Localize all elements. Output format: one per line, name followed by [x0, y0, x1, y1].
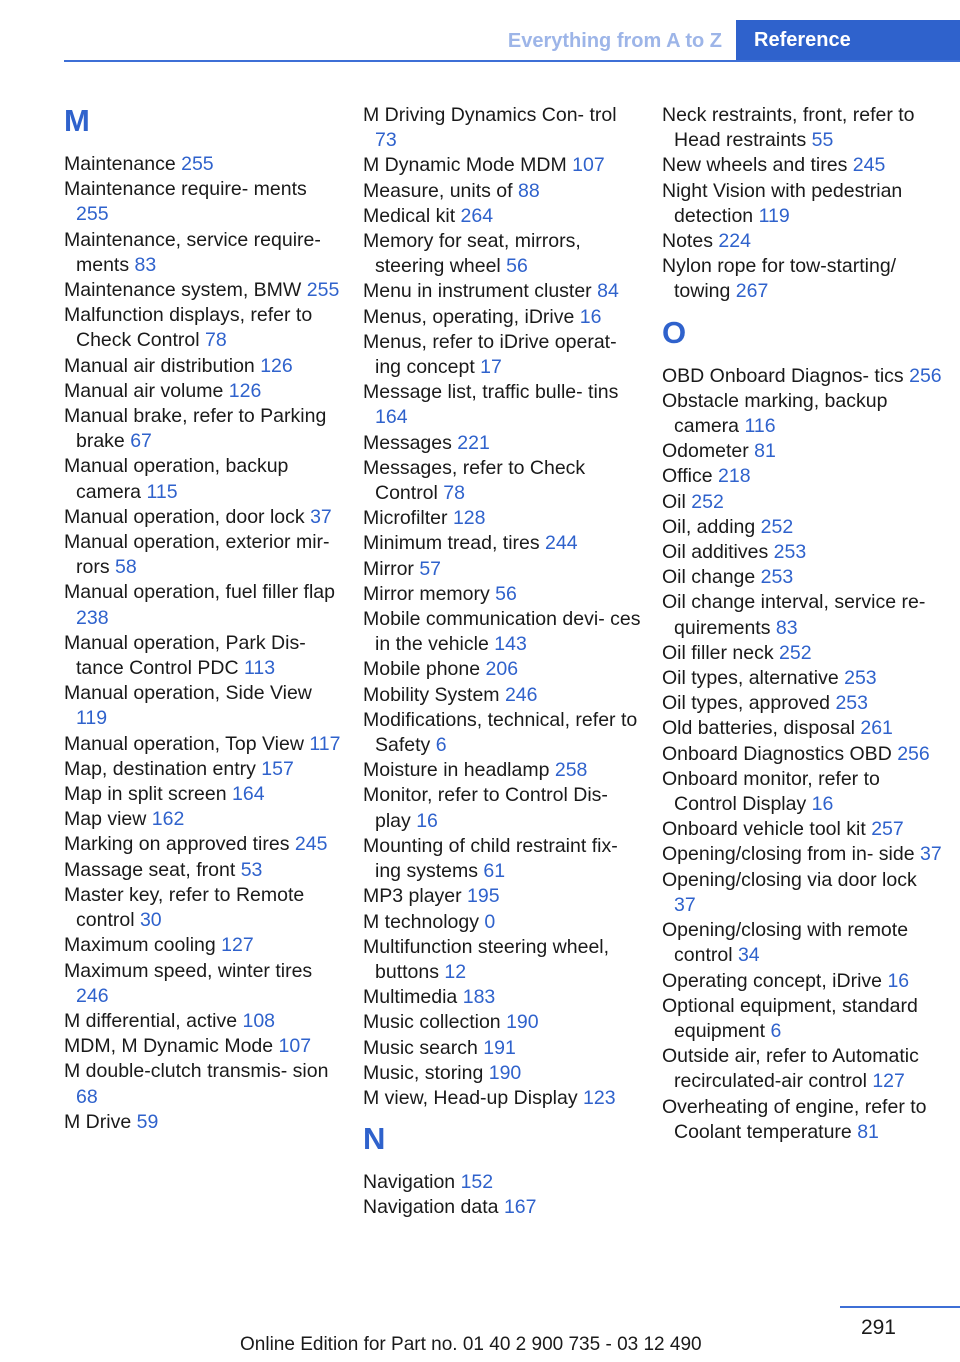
index-page-link[interactable]: 59 [136, 1110, 159, 1133]
index-page-link[interactable]: 162 [151, 808, 185, 831]
index-page-link[interactable]: 264 [460, 204, 494, 227]
index-entry-term: Master key, refer to Remote control [64, 883, 305, 932]
index-page-link[interactable]: 16 [416, 809, 438, 832]
index-entry-term: Measure, units of [363, 179, 513, 202]
index-entry [363, 582, 643, 607]
index-page-link[interactable]: 128 [452, 507, 486, 530]
index-entry-term: Messages, refer to Check Control [363, 456, 586, 505]
index-page-link[interactable]: 16 [887, 969, 910, 992]
index-entry-term: M Drive [64, 1110, 132, 1133]
index-entry-term: M view, Head-up Display [363, 1086, 578, 1109]
header-divider [64, 60, 960, 62]
index-entry-term: Neck restraints, front, refer to Head restraints [662, 104, 915, 152]
index-page-link[interactable]: 127 [872, 1070, 905, 1093]
index-entry [64, 933, 344, 958]
index-entry [662, 767, 942, 817]
index-entry [662, 515, 942, 540]
index-page-link[interactable]: 61 [483, 860, 506, 883]
index-entry-term: Menus, refer to iDrive operat‐ ing concept [363, 330, 617, 379]
index-page-link[interactable]: 191 [483, 1036, 516, 1059]
index-page-link[interactable]: 34 [737, 944, 760, 967]
index-entry-term: Menus, operating, iDrive [363, 305, 575, 328]
index-page-link[interactable]: 81 [754, 440, 776, 463]
index-entry [662, 229, 942, 254]
index-entry [363, 179, 643, 204]
index-entry [64, 1034, 344, 1059]
edition-note: Online Edition for Part no. 01 40 2 900 735 - 03 12 490 [240, 1334, 702, 1355]
index-entry-term: Menu in instrument cluster [363, 280, 592, 303]
index-entry-term: Maintenance, service require‐ ments [64, 228, 321, 276]
index-page-link[interactable]: 246 [504, 683, 538, 706]
index-entry-term: Opening/closing via door lock [662, 868, 917, 891]
index-page-link[interactable]: 78 [204, 329, 227, 352]
index-entry-term: Navigation [363, 1171, 456, 1194]
index-page-link[interactable]: 55 [811, 129, 834, 152]
index-page-link[interactable]: 58 [115, 556, 137, 579]
index-entry-term: Malfunction displays, refer to Check Control [64, 304, 313, 352]
index-entry [662, 641, 942, 666]
index-page-link[interactable]: 53 [240, 858, 263, 881]
index-page-link[interactable]: 6 [435, 734, 447, 757]
index-page-link[interactable]: 83 [775, 616, 798, 639]
index-page-link[interactable]: 183 [462, 986, 496, 1009]
index-entry-term: Optional equipment, standard equipment [662, 994, 918, 1042]
index-entry [363, 531, 643, 556]
index-entry [64, 757, 344, 782]
index-entry-term: New wheels and tires [662, 154, 848, 177]
index-page-link[interactable]: 78 [443, 482, 465, 505]
index-entry-term: Manual air volume [64, 379, 224, 402]
index-entry-term: Mirror memory [363, 582, 490, 605]
index-entry-term: Nylon rope for tow-starting/ towing [662, 255, 897, 303]
index-page-link[interactable]: 113 [244, 657, 276, 680]
index-entry [64, 1110, 344, 1135]
index-entry-term: Modifications, technical, refer to Safety [363, 708, 638, 757]
index-page-link[interactable]: 107 [572, 154, 605, 177]
index-page-link[interactable]: 73 [375, 129, 397, 152]
index-entry [64, 228, 344, 278]
index-entry [662, 994, 942, 1044]
index-entry-term: Obstacle marking, backup camera [662, 389, 888, 438]
index-entry-term: Map, destination entry [64, 757, 256, 780]
index-entry [64, 354, 344, 379]
page-header [0, 0, 960, 62]
index-entry-term: Manual operation, Top View [64, 732, 304, 755]
index-entry-term: Maintenance require‐ ments [64, 178, 307, 201]
index-entry-term: Manual operation, Side View [64, 682, 312, 705]
index-entry [363, 103, 643, 153]
index-letter-heading: M [64, 103, 90, 138]
index-entry [662, 254, 942, 304]
index-entry-term: Onboard vehicle tool kit [662, 818, 866, 841]
index-entry-term: Manual operation, backup camera [64, 455, 289, 503]
index-page-link[interactable]: 152 [460, 1171, 494, 1194]
index-entry [64, 454, 344, 504]
index-entry [363, 708, 643, 758]
index-entry-term: Opening/closing with remote control [662, 919, 909, 967]
index-entry [363, 657, 643, 682]
index-page-link[interactable]: 107 [278, 1035, 312, 1058]
index-entry [363, 884, 643, 909]
index-entry-term: OBD Onboard Diagnos‐ tics [662, 364, 904, 387]
index-entry-term: Manual operation, Park Dis‐ tance Control PDC [64, 631, 306, 680]
index-page-link[interactable]: 6 [770, 1019, 782, 1042]
index-entry [64, 177, 344, 227]
index-entry-term: Night Vision with pedestrian detection [662, 179, 903, 227]
page-number: 291 [860, 1316, 896, 1339]
index-entry [64, 883, 344, 933]
index-entry-term: Moisture in headlamp [363, 759, 550, 782]
index-entry-term: Maintenance system, BMW [64, 279, 302, 302]
index-entry-term: Manual air distribution [64, 354, 255, 377]
index-entry [662, 1095, 942, 1145]
index-page-link[interactable]: 256 [909, 364, 942, 387]
index-page-link[interactable]: 126 [228, 379, 262, 402]
index-entry [64, 807, 344, 832]
index-entry [64, 530, 344, 580]
index-entry-term: M double-clutch transmis‐ sion [64, 1060, 329, 1083]
index-entry [64, 580, 344, 630]
index-entry-term: Monitor, refer to Control Dis‐ play [363, 784, 608, 832]
index-entry [363, 279, 643, 304]
index-page-link[interactable]: 16 [811, 793, 834, 816]
index-page-link[interactable]: 252 [760, 515, 794, 538]
index-entry [64, 782, 344, 807]
index-entry-term: Oil change interval, service re‐ quirements [662, 591, 926, 639]
index-entry-term: Messages [363, 431, 452, 454]
index-entry-term: Oil, adding [662, 515, 756, 538]
index-entry-term: M Driving Dynamics Con‐ trol [363, 104, 617, 126]
index-page-link[interactable]: 81 [857, 1120, 879, 1143]
breadcrumb: Everything from A to Z [507, 30, 722, 52]
index-page-link[interactable]: 83 [134, 253, 157, 276]
index-entry-term: Marking on approved tires [64, 833, 290, 856]
index-page-link[interactable]: 256 [897, 742, 930, 765]
index-entry [363, 506, 643, 531]
index-entry [64, 858, 344, 883]
index-page-link[interactable]: 261 [860, 717, 893, 740]
index-entry [363, 1061, 643, 1086]
index-page-link[interactable]: 258 [554, 759, 588, 782]
index-entry [662, 439, 942, 464]
index-entry [662, 1044, 942, 1094]
index-page-link[interactable]: 190 [506, 1011, 539, 1034]
index-entry-term: Minimum tread, tires [363, 532, 540, 555]
index-entry-term: Music search [363, 1036, 478, 1059]
index-page-link[interactable]: 127 [221, 934, 254, 957]
index-entry [64, 379, 344, 404]
index-page-link[interactable]: 56 [506, 255, 528, 278]
index-entry [662, 742, 942, 767]
index-page-link[interactable]: 30 [139, 909, 162, 932]
index-entry [64, 681, 344, 731]
index-column-1 [64, 103, 344, 1135]
index-page-link[interactable]: 123 [583, 1086, 616, 1109]
index-entry [662, 590, 942, 640]
index-entry-term: Mirror [363, 557, 414, 580]
index-letter-heading: O [662, 314, 687, 350]
index-entry [662, 389, 942, 439]
index-entry [662, 540, 942, 565]
index-entry [662, 565, 942, 590]
index-page-link[interactable]: 255 [76, 203, 109, 226]
index-entry [662, 666, 942, 691]
index-entry [363, 607, 643, 657]
index-entry [363, 229, 643, 279]
index-page-link[interactable]: 67 [130, 430, 152, 453]
index-page-link[interactable]: 37 [310, 505, 332, 528]
index-entry [64, 832, 344, 857]
index-entry [64, 152, 344, 177]
index-page-link[interactable]: 37 [674, 893, 696, 916]
index-entry [363, 431, 643, 456]
index-entry [662, 153, 942, 178]
index-entry-term: M Dynamic Mode MDM [363, 154, 567, 177]
index-page-link[interactable]: 119 [76, 707, 108, 730]
footer-divider [840, 1306, 960, 1308]
index-entry-term: Multimedia [363, 986, 458, 1009]
index-entry [363, 1195, 643, 1220]
index-entry [363, 935, 643, 985]
index-entry [662, 103, 942, 153]
index-entry-term: Oil types, approved [662, 692, 831, 715]
index-page-link[interactable]: 16 [579, 305, 602, 328]
index-page-link[interactable]: 252 [691, 490, 724, 513]
index-entry [64, 959, 344, 1009]
index-entry-term: Manual brake, refer to Parking brake [64, 405, 327, 453]
index-entry-term: Music, storing [363, 1061, 484, 1084]
index-entry [363, 683, 643, 708]
index-entry-term: Oil filler neck [662, 641, 774, 664]
index-page-link[interactable]: 84 [597, 280, 619, 303]
index-page-link[interactable]: 17 [480, 356, 502, 379]
index-entry [662, 918, 942, 968]
index-page-link[interactable]: 126 [260, 354, 293, 377]
index-entry [662, 179, 942, 229]
index-page-link[interactable]: 253 [835, 692, 868, 715]
section-tab: Reference [736, 20, 960, 61]
index-entry-term: Office [662, 465, 713, 488]
index-page-link[interactable]: 224 [718, 230, 751, 253]
index-entry-term: Maximum speed, winter tires [64, 959, 313, 982]
index-entry [363, 330, 643, 380]
index-entry [64, 1059, 344, 1109]
index-page-link[interactable]: 253 [773, 541, 807, 564]
index-page-link[interactable]: 245 [852, 154, 886, 177]
index-page-link[interactable]: 244 [545, 532, 578, 555]
index-entry [363, 1170, 643, 1195]
index-entry-term: Manual operation, fuel filler flap [64, 581, 335, 604]
index-entry [662, 490, 942, 515]
index-entry-term: Overheating of engine, refer to Coolant temperature [662, 1095, 927, 1143]
index-entry-term: Mobile communication devi‐ ces in the vehicle [363, 608, 641, 656]
index-page-link[interactable]: 164 [232, 783, 265, 806]
index-entry-term: Microfilter [363, 507, 448, 530]
index-page-link[interactable]: 164 [375, 406, 408, 429]
index-page-link[interactable]: 157 [261, 757, 294, 780]
index-entry-term: Old batteries, disposal [662, 717, 855, 740]
index-page-link[interactable]: 190 [488, 1061, 522, 1084]
index-page-link[interactable]: 246 [76, 984, 109, 1007]
index-entry-term: Oil change [662, 566, 756, 589]
index-entry-term: Onboard monitor, refer to Control Display [662, 767, 880, 816]
index-entry [662, 691, 942, 716]
index-column-3 [662, 103, 942, 1145]
index-entry [363, 1036, 643, 1061]
index-entry [363, 1010, 643, 1035]
index-entry-term: Medical kit [363, 204, 456, 227]
index-entry-term: MDM, M Dynamic Mode [64, 1035, 274, 1058]
index-entry-term: M differential, active [64, 1009, 238, 1032]
index-entry [662, 364, 942, 389]
index-page-link[interactable]: 37 [919, 843, 942, 866]
index-entry [363, 783, 643, 833]
index-page-link[interactable]: 88 [518, 179, 540, 202]
index-entry-term: Mounting of child restraint fix‐ ing systems [363, 834, 618, 883]
index-entry [363, 456, 643, 506]
index-entry [662, 969, 942, 994]
index-entry-term: Operating concept, iDrive [662, 969, 883, 992]
index-page-link[interactable]: 57 [419, 557, 442, 580]
index-entry [64, 631, 344, 681]
index-page-link[interactable]: 12 [444, 960, 467, 983]
index-entry-term: Oil additives [662, 541, 769, 564]
index-entry-term: Message list, traffic bulle‐ tins [363, 381, 619, 404]
index-entry-term: Mobility System [363, 683, 500, 706]
index-page-link[interactable]: 257 [871, 818, 904, 841]
index-entry [363, 305, 643, 330]
index-entry-term: Notes [662, 230, 713, 253]
index-entry-term: M technology [363, 910, 479, 933]
index-page-link[interactable]: 115 [146, 480, 178, 503]
index-entry [64, 505, 344, 530]
index-page-link[interactable]: 255 [181, 153, 214, 175]
index-entry [64, 404, 344, 454]
index-entry-term: Memory for seat, mirrors, steering wheel [363, 230, 581, 278]
index-letter-heading: N [363, 1121, 386, 1157]
index-page-link[interactable]: 253 [844, 667, 877, 690]
index-page-link[interactable]: 206 [485, 658, 519, 681]
index-entry-term: Music collection [363, 1011, 501, 1034]
index-entry-term: Map in split screen [64, 783, 227, 806]
index-entry [363, 380, 643, 430]
index-entry [662, 716, 942, 741]
index-entry-term: Mobile phone [363, 658, 481, 681]
index-page-link[interactable]: 195 [467, 885, 500, 908]
index-page-link[interactable]: 56 [495, 582, 517, 605]
index-entry [363, 985, 643, 1010]
index-entry [363, 153, 643, 178]
index-entry [363, 204, 643, 229]
index-entry-term: Manual operation, exterior mir‐ rors [64, 531, 330, 579]
index-entry [662, 817, 942, 842]
index-page-link[interactable]: 119 [758, 204, 790, 227]
index-entry [64, 303, 344, 353]
index-entry [64, 732, 344, 757]
index-entry [662, 464, 942, 489]
index-entry-term: Manual operation, door lock [64, 505, 305, 528]
index-entry-term: Onboard Diagnostics OBD [662, 742, 892, 765]
index-entry-term: Maintenance [64, 153, 176, 175]
index-entry [363, 834, 643, 884]
index-entry-term: Multifunction steering wheel, buttons [363, 935, 610, 983]
index-entry [363, 758, 643, 783]
index-page-link[interactable]: 245 [294, 833, 328, 856]
index-page-link[interactable]: 116 [744, 415, 776, 438]
index-entry [662, 868, 942, 918]
index-entry [64, 1009, 344, 1034]
index-entry-term: Opening/closing from in‐ side [662, 843, 915, 866]
index-page-link[interactable]: 238 [76, 606, 109, 629]
index-page-link[interactable]: 108 [242, 1009, 276, 1032]
index-entry-term: Massage seat, front [64, 858, 236, 881]
index-page-link[interactable]: 221 [457, 431, 490, 454]
index-entry [662, 842, 942, 867]
index-page-link[interactable]: 143 [494, 633, 527, 656]
index-entry-term: Odometer [662, 440, 749, 463]
index-page-link[interactable]: 0 [484, 910, 496, 933]
index-page-link[interactable]: 117 [309, 732, 341, 755]
index-entry-term: Oil [662, 490, 686, 513]
index-page-link[interactable]: 267 [735, 280, 769, 303]
index-entry [363, 1086, 643, 1111]
index-page-link[interactable]: 68 [76, 1085, 98, 1108]
index-page-link[interactable]: 253 [760, 566, 794, 589]
index-entry-term: Oil types, alternative [662, 667, 839, 690]
index-page-link[interactable]: 255 [306, 279, 340, 302]
index-entry [64, 278, 344, 303]
index-entry-term: Navigation data [363, 1196, 499, 1219]
index-entry [363, 910, 643, 935]
index-entry-term: Map view [64, 808, 147, 831]
index-entry [363, 557, 643, 582]
index-page-link[interactable]: 252 [779, 641, 812, 664]
index-page-link[interactable]: 167 [503, 1196, 537, 1219]
index-entry-term: MP3 player [363, 885, 462, 908]
index-column-2 [363, 103, 643, 1221]
index-entry-term: Outside air, refer to Automatic recirculated-air control [662, 1045, 919, 1093]
index-page-link[interactable]: 218 [718, 465, 751, 488]
index-entry-term: Maximum cooling [64, 934, 216, 957]
